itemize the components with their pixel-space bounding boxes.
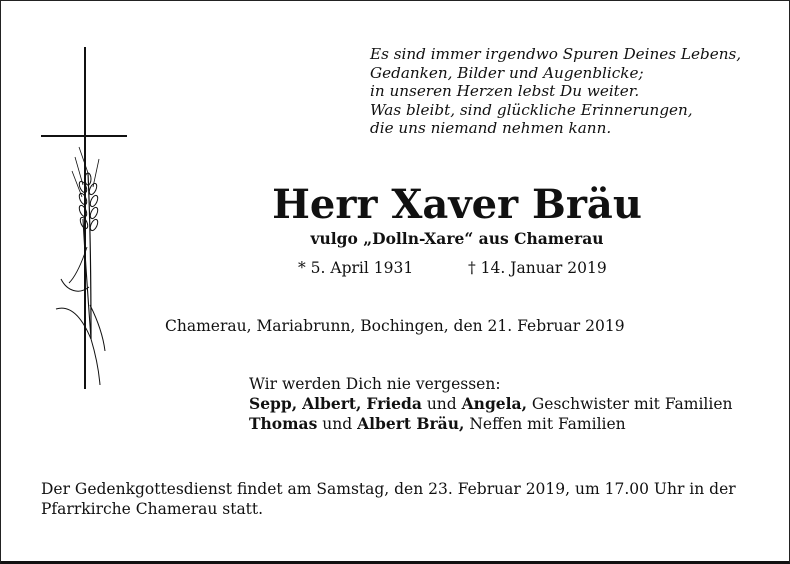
mourners-intro: Wir werden Dich nie vergessen:: [249, 375, 501, 393]
memorial-poem: [370, 45, 741, 138]
poem-line: die uns niemand nehmen kann.: [370, 119, 612, 138]
poem-line: in unseren Herzen lebst Du weiter.: [370, 82, 640, 101]
mourner-name: Sepp,: [249, 394, 298, 413]
mourners-block: [249, 374, 733, 434]
mourner-name: Angela,: [461, 394, 527, 413]
mourner-name: Albert,: [302, 394, 362, 413]
deceased-name: Herr Xaver Bräu: [272, 181, 642, 228]
mourners-siblings-line: [249, 394, 733, 414]
poem-line: Gedanken, Bilder und Augenblicke;: [370, 63, 644, 82]
birth-date: * 5. April 1931: [298, 259, 414, 277]
conjunction: und: [426, 395, 457, 413]
place-and-date: Chamerau, Mariabrunn, Bochingen, den 21. Februar 2019: [165, 317, 625, 335]
mourner-name: Albert Bräu,: [357, 414, 465, 433]
relation-label: Geschwister mit Familien: [531, 395, 733, 413]
memorial-service-notice: Der Gedenkgottesdienst findet am Samstag, den 23. Februar 2019, um 17.00 Uhr in der Pfarrkirche Chamerau statt.: [41, 480, 736, 518]
relation-label: Neffen mit Familien: [469, 415, 626, 433]
mourners-nephews-line: [249, 414, 733, 434]
poem-line: Was bleibt, sind glückliche Erinnerungen,: [370, 100, 693, 119]
poem-line: Es sind immer irgendwo Spuren Deines Lebens,: [370, 45, 742, 63]
conjunction: und: [322, 415, 353, 433]
deceased-alias: vulgo „Dolln-Xare“ aus Chamerau: [310, 229, 604, 248]
death-date: † 14. Januar 2019: [468, 259, 607, 277]
mourner-name: Frieda: [366, 394, 422, 413]
mourner-name: Thomas: [249, 414, 318, 433]
